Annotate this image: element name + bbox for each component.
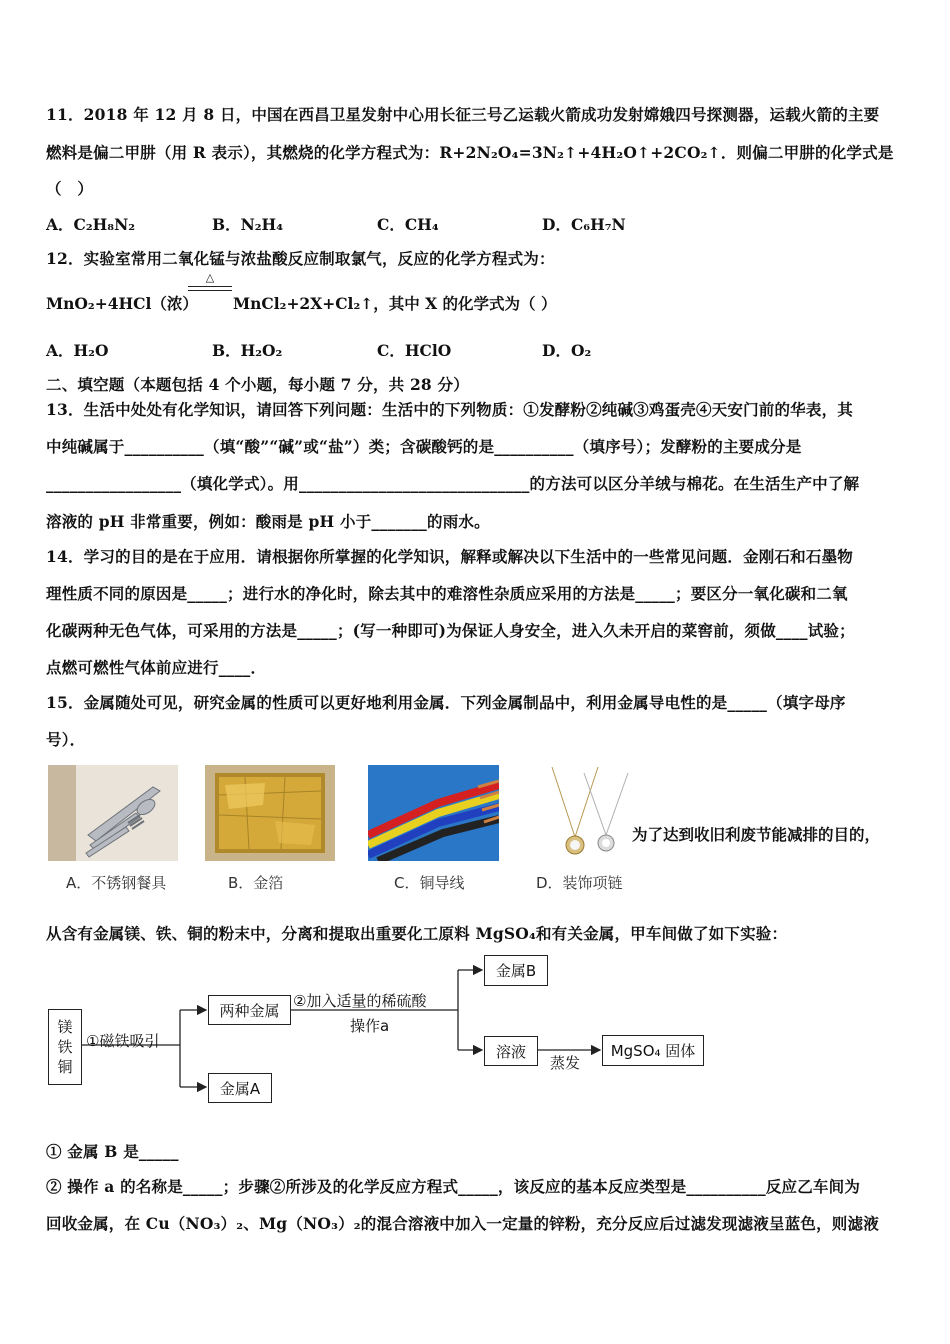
caption-b: B．金箔 [228, 874, 284, 892]
section-heading: 二、填空题（本题包括 4 个小题，每小题 7 分，共 28 分） [46, 375, 469, 394]
q11-line-1: 11．2018 年 12 月 8 日，中国在西昌卫星发射中心用长征三号乙运载火箭成功发射嫦娥四号探测器，运载火箭的主要 [46, 105, 880, 124]
q15-side-text: 为了达到收旧利废节能减排的目的， [632, 825, 881, 844]
flow-step1-label: ①磁铁吸引 [86, 1032, 160, 1050]
q11-line-2: 燃料是偏二甲肼（用 R 表示），其燃烧的化学方程式为：R+2N₂O₄=3N₂↑+4H₂O↑+2CO₂↑．则偏二甲肼的化学式是 [46, 143, 894, 162]
heat-symbol: △ [205, 271, 215, 284]
flow-step2-label: ②加入适量的稀硫酸 [293, 992, 427, 1010]
q14-line-1: 14．学习的目的是在于应用．请根据你所掌握的化学知识，解释或解决以下生活中的一些常见问题．金刚石和石墨物 [46, 547, 853, 566]
q13-line-1: 13．生活中处处有化学知识，请回答下列问题：生活中的下列物质：①发酵粉②纯碱③鸡蛋壳④天安门前的华表，其 [46, 400, 853, 419]
q14-line-4: 点燃可燃性气体前应进行____． [46, 658, 267, 677]
q11-option-b: B．N₂H₄ [212, 215, 283, 234]
q13-line-3: _________________（填化学式）。用_____________________________的方法可以区分羊绒与棉花。在生活生产中了解 [46, 474, 860, 493]
q12-option-d: D．O₂ [542, 341, 592, 360]
q11-option-c: C．CH₄ [377, 215, 439, 234]
answer-line-1: ① 金属 B 是_____ [46, 1142, 179, 1161]
q12-line-1: 12．实验室常用二氧化锰与浓盐酸反应制取氯气，反应的化学方程式为： [46, 249, 555, 268]
flow-metal-b-box: 金属B [484, 955, 548, 986]
flow-product-box: MgSO₄ 固体 [602, 1035, 704, 1066]
q12-equation-left: MnO₂+4HCl（浓） [46, 294, 198, 313]
q13-line-2: 中纯碱属于__________（填“酸”“碱”或“盐”）类；含碳酸钙的是__________（填序号）；发酵粉的主要成分是 [46, 437, 802, 456]
flow-start-box: 镁铁铜 [48, 1009, 82, 1085]
caption-c: C．铜导线 [394, 874, 465, 892]
q15-intro: 从含有金属镁、铁、铜的粉末中，分离和提取出重要化工原料 MgSO₄和有关金属，甲车间做了如下实验： [46, 924, 788, 943]
q15-line-1: 15．金属随处可见，研究金属的性质可以更好地利用金属．下列金属制品中，利用金属导电性的是_____（填字母序 [46, 693, 846, 712]
q13-line-4: 溶液的 pH 非常重要，例如：酸雨是 pH 小于_______的雨水。 [46, 512, 490, 531]
q11-option-d: D．C₆H₇N [542, 215, 626, 234]
caption-d: D．装饰项链 [536, 874, 623, 892]
answer-line-3: 回收金属，在 Cu（NO₃）₂、Mg（NO₃）₂的混合溶液中加入一定量的锌粉，充分反应后过滤发现滤液呈蓝色，则滤液 [46, 1214, 879, 1233]
q12-option-c: C．HClO [377, 341, 452, 360]
q12-option-b: B．H₂O₂ [212, 341, 283, 360]
q12-option-a: A．H₂O [46, 341, 109, 360]
flow-evaporate-label: 蒸发 [550, 1054, 581, 1072]
flow-solution-box: 溶液 [484, 1036, 538, 1066]
flow-operation-label: 操作a [350, 1017, 390, 1035]
q11-line-3: （ ） [46, 179, 94, 198]
q11-option-a: A．C₂H₈N₂ [46, 215, 136, 234]
q12-equation-right: MnCl₂+2X+Cl₂↑，其中 X 的化学式为（ ） [233, 294, 557, 313]
answer-line-2: ② 操作 a 的名称是_____；步骤②所涉及的化学反应方程式_____，该反应的基本反应类型是__________反应乙车间为 [46, 1177, 861, 1196]
q15-line-2: 号）． [46, 730, 86, 749]
caption-a: A．不锈钢餐具 [66, 874, 167, 892]
q14-line-3: 化碳两种无色气体，可采用的方法是_____；(写一种即可)为保证人身安全，进入久未开启的菜窖前，须做____试验； [46, 621, 855, 640]
q14-line-2: 理性质不同的原因是_____；进行水的净化时，除去其中的难溶性杂质应采用的方法是_____；要区分一氧化碳和二氧 [46, 584, 848, 603]
flow-metal-a-box: 金属A [208, 1073, 272, 1103]
flow-two-metals-box: 两种金属 [208, 995, 291, 1025]
